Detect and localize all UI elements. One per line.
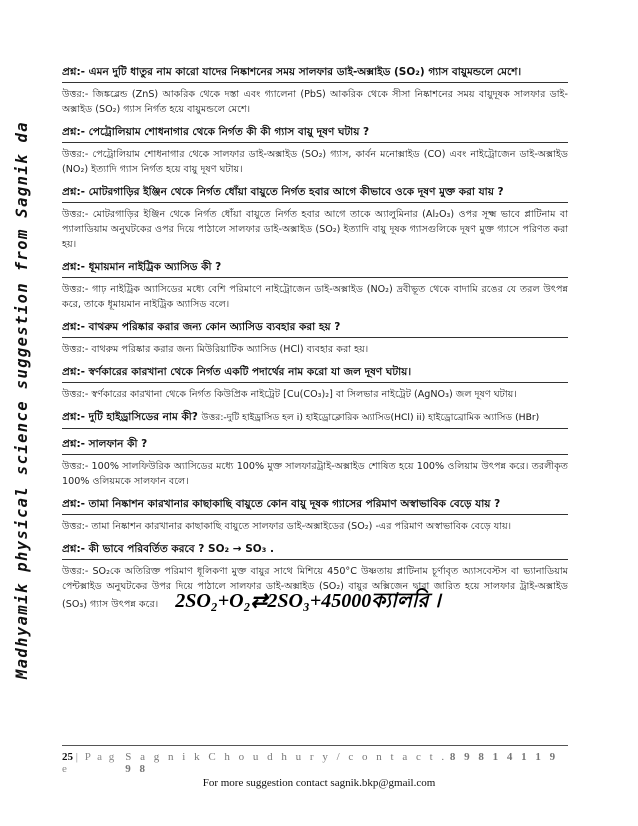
answer-text: উত্তর:- SO₂কে অতিরিক্ত পরিমাণ ধূলিকণা মুক্ত বায়ুর সাথে মিশিয়ে 450°C উষ্ণতায় প্লাটিনাম চূর্ণাবৃত অ্যাসবেস্টস বা ভ্যানাডিয়াম পেন্টক্সাইড অনুঘটকের উপর দিয়ে পাঠালে সালফার ডাই-অক্সাইড (SO₂) বায়ুর অক্সিজেন দ্বারা জারিত হয়ে সালফার ট্রাই-অক্সাইড (SO₃) গ্যাস উৎপন্ন করে। bbox=[62, 566, 568, 610]
qa-item bbox=[62, 494, 568, 534]
question: প্রশ্ন:- তামা নিষ্কাশন কারখানার কাছাকাছি বায়ুতে কোন বায়ু দূষক গ্যাসের পরিমাণ অস্বাভাবিক বেড়ে যায় ? bbox=[62, 494, 568, 515]
qa-item bbox=[62, 62, 568, 117]
qa-list bbox=[62, 62, 568, 617]
footer-divider bbox=[62, 745, 568, 746]
phone-number: 8 9 8 1 4 1 1 9 9 8 bbox=[125, 751, 559, 775]
page-number: 25 bbox=[62, 751, 73, 763]
answer: উত্তর:- বাথরুম পরিষ্কার করার জন্য মিউরিয়াটিক অ্যাসিড (HCl) ব্যবহার করা হয়। bbox=[62, 344, 369, 355]
question: প্রশ্ন:- বাথরুম পরিষ্কার করার জন্য কোন অ্যাসিড ব্যবহার করা হয় ? bbox=[62, 317, 568, 338]
question-with-inline-answer bbox=[62, 407, 568, 429]
qa-item bbox=[62, 122, 568, 177]
author-name: S a g n i k C h o u d h u r y / c o n t a c t . bbox=[125, 751, 448, 763]
question: প্রশ্ন:- মোটরগাড়ির ইঞ্জিন থেকে নির্গত ধোঁয়া বায়ুতে নির্গত হবার আগে কীভাবে ওকে দূষণ মুক্ত করা যায় ? bbox=[62, 182, 568, 203]
qa-item bbox=[62, 257, 568, 312]
qa-item bbox=[62, 362, 568, 402]
question: প্রশ্ন:- স্বর্ণকারের কারখানা থেকে নির্গত একটি পদার্থের নাম করো যা জল দূষণ ঘটায়। bbox=[62, 362, 568, 383]
qa-item bbox=[62, 407, 568, 429]
question: প্রশ্ন:- এমন দুটি ধাতুর নাম কারো যাদের নিষ্কাশনের সময় সালফার ডাই-অক্সাইড (SO₂) গ্যাস বায়ুমন্ডলে মেশে। bbox=[62, 62, 568, 83]
answer: উত্তর:- জিঙ্কব্লেন্ড (ZnS) আকরিক থেকে দস্তা এবং গ্যালেনা (PbS) আকরিক থেকে সীসা নিষ্কাশনের সময় বায়ুদূষক সালফার ডাই-অক্সাইড (SO₂) গ্যাস নির্গত হয়ে বায়ুমন্ডলে মেশে। bbox=[62, 89, 568, 115]
answer: উত্তর:- মোটরগাড়ির ইঞ্জিন থেকে নির্গত ধোঁয়া বায়ুতে নির্গত হবার আগে তাকে অ্যালুমিনার (Al₂O₃) ওপর সূক্ষ্ম ভাবে প্লাটিনাম বা প্যালাডিয়াম অনুঘটকের ওপর দিয়ে পাঠালে সালফার ডাই-অক্সাইড (SO₂) ইত্যাদি বায়ু দূষক গ্যাসগুলিকে দূষণ মুক্ত গ্যাসে পরিণত করা হয়। bbox=[62, 209, 568, 250]
question: প্রশ্ন:- সালফান কী ? bbox=[62, 434, 568, 455]
answer: উত্তর:- 100% সালফিউরিক অ্যাসিডের মধ্যে 100% মুক্ত সালফারট্রাই-অক্সাইড শোষিত হয়ে 100% ওলিয়াম উৎপন্ন করে। তরলীকৃত 100% ওলিয়মকে সালফান বলে। bbox=[62, 461, 568, 487]
qa-item bbox=[62, 182, 568, 252]
page-indicator bbox=[62, 751, 125, 775]
author-contact bbox=[125, 751, 568, 775]
answer: উত্তর:- তামা নিষ্কাশন কারখানার কাছাকাছি বায়ুতে সালফার ডাই-অক্সাইডের (SO₂) -এর পরিমাণ অস্বাভাবিক বেড়ে যায়। bbox=[62, 521, 512, 532]
sidebar-title bbox=[8, 50, 36, 750]
question: প্রশ্ন:- কী ভাবে পরিবর্তিত করবে ? SO₂ → SO₃ . bbox=[62, 539, 568, 560]
sidebar-title-text: Madhyamik physical science suggestion from Sagnik da bbox=[13, 120, 31, 680]
answer: উত্তর:- স্বর্ণকারের কারখানা থেকে নির্গত কিউপ্রিক নাইট্রেট [Cu(CO₃)₂] বা সিলভার নাইট্রেট (AgNO₃) জল দূষণ ঘটায়। bbox=[62, 389, 517, 400]
qa-item bbox=[62, 317, 568, 357]
answer: উত্তর:- গাঢ় নাইট্রিক অ্যাসিডের মধ্যে বেশি পরিমাণে নাইট্রোজেন ডাই-অক্সাইড (NO₂) দ্রবীভূত থেকে বাদামি রঙের যে তরল উৎপন্ন করে, তাকে ধূমায়মান নাইট্রিক অ্যাসিড বলে। bbox=[62, 284, 568, 310]
contact-note: For more suggestion contact sagnik.bkp@gmail.com bbox=[202, 777, 436, 789]
page-footer bbox=[62, 751, 568, 775]
qa-item bbox=[62, 434, 568, 489]
qa-item bbox=[62, 539, 568, 612]
answer: উত্তর:- পেট্রোলিয়াম শোধনাগার থেকে সালফার ডাই-অক্সাইড (SO₂) গ্যাস, কার্বন মনোক্সাইড (CO) এবং নাইট্রোজেন ডাই-অক্সাইড (NO₂) ইত্যাদি গ্যাস নির্গত হয়ে বায়ু দূষণ ঘটায়। bbox=[62, 149, 568, 175]
reaction-equation: 2SO₂+O₂⇄2SO₃+45000ক্যালরি । bbox=[175, 590, 441, 612]
answer bbox=[62, 564, 568, 612]
question: প্রশ্ন:- ধূমায়মান নাইট্রিক অ্যাসিড কী ? bbox=[62, 257, 568, 278]
question-text: প্রশ্ন:- দুটি হাইড্রাসিডের নাম কী? bbox=[62, 411, 198, 423]
page-label: | P a g e bbox=[62, 751, 117, 775]
inline-answer: উত্তর:-দুটি হাইড্রাসিড হল i) হাইড্রোক্লোরিক অ্যাসিড(HCl) ii) হাইড্রোব্রোমিক অ্যাসিড (HBr) bbox=[201, 412, 540, 423]
question: প্রশ্ন:- পেট্রোলিয়াম শোধনাগার থেকে নির্গত কী কী গ্যাস বায়ু দূষণ ঘটায় ? bbox=[62, 122, 568, 143]
